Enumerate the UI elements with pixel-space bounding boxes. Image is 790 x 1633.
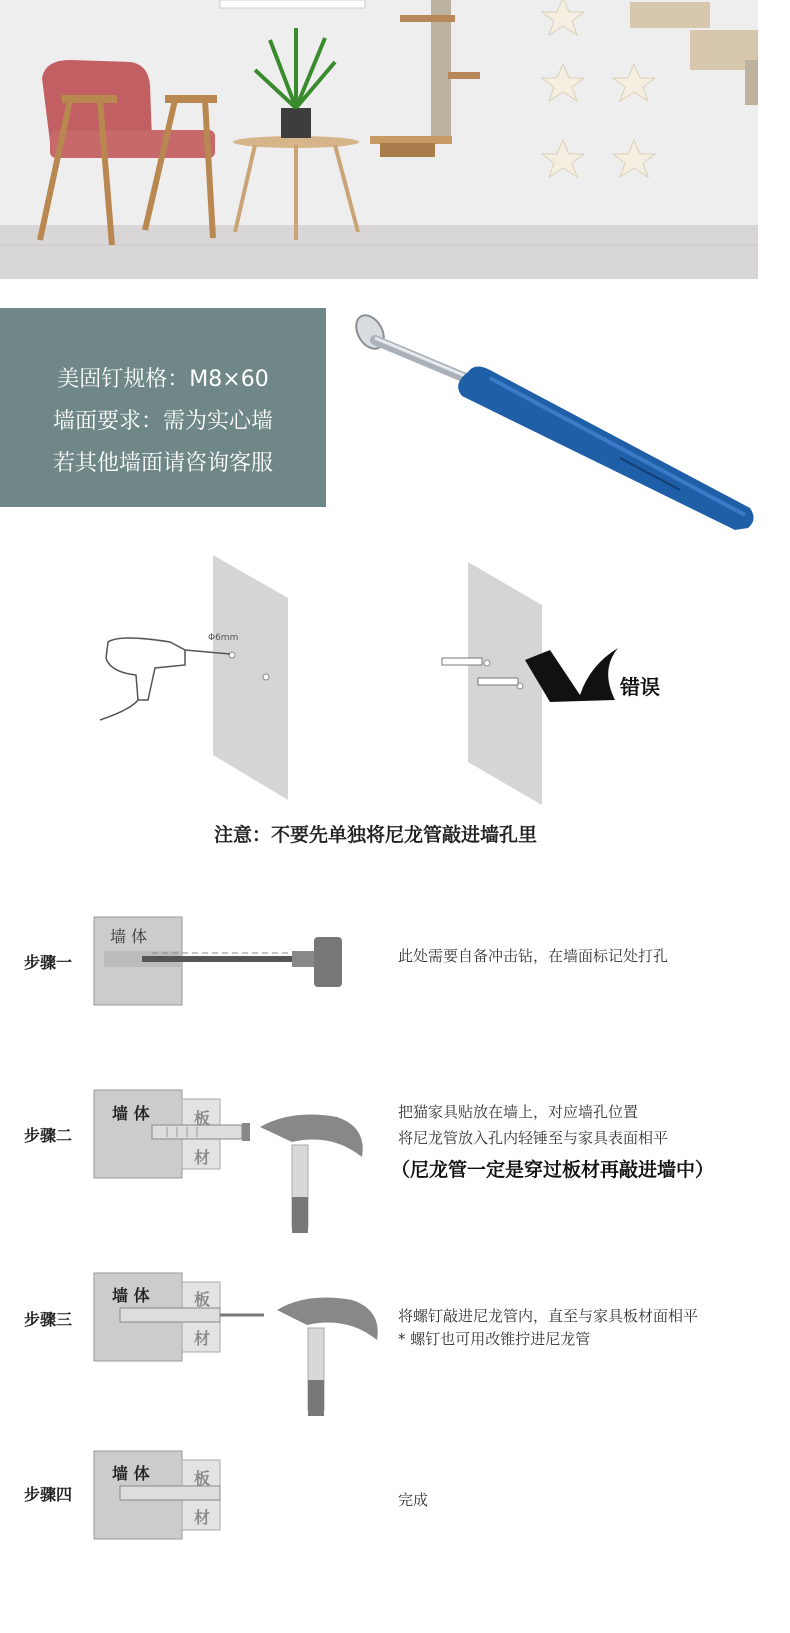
step3-text-2: * 螺钉也可用改锥拧进尼龙管: [398, 1330, 591, 1348]
step3-board-tag-top: 板: [194, 1290, 211, 1309]
drill-diagram: [80, 550, 680, 810]
drill-icon: [100, 638, 230, 720]
step2-text-1: 把猫家具贴放在墙上，对应墙孔位置: [398, 1103, 639, 1121]
step1-text: 此处需要自备冲击钻，在墙面标记处打孔: [398, 947, 669, 965]
step3-wall-tag: 墙 体: [112, 1286, 150, 1305]
step4-board-tag-bottom: 材: [194, 1508, 211, 1527]
wrong-label: 错误: [620, 675, 660, 699]
spec-line-service: 若其他墙面请咨询客服: [52, 451, 273, 476]
step4-board-tag-top: 板: [194, 1469, 211, 1488]
step2-wall-tag: 墙 体: [112, 1104, 150, 1123]
step2-text-2: 将尼龙管放入孔内轻锤至与家具表面相平: [398, 1129, 669, 1147]
anchor-product-image: [350, 310, 760, 540]
step4-wall-tag: 墙 体: [112, 1464, 150, 1483]
spec-line-wall: 墙面要求：需为实心墙: [52, 409, 273, 434]
drill-size-label: Φ6mm: [208, 633, 239, 643]
step3-board-tag-bottom: 材: [194, 1329, 211, 1348]
room-illustration: [0, 0, 758, 279]
step2-board-tag-top: 板: [194, 1109, 211, 1128]
step3-label: 步骤三: [24, 1310, 73, 1329]
wall-panel-left: [213, 555, 288, 800]
step4-text: 完成: [398, 1491, 429, 1509]
step1-label: 步骤一: [24, 953, 73, 972]
hero-photo: [0, 0, 758, 279]
spec-line-size: 美固钉规格：M8×60: [57, 367, 269, 392]
step2-label: 步骤二: [24, 1126, 73, 1145]
spec-panel: [0, 308, 326, 507]
step2-emphasis: （尼龙管一定是穿过板材再敲进墙中）: [391, 1159, 715, 1181]
step2-board-tag-bottom: 材: [194, 1148, 211, 1167]
caution-note: 注意：不要先单独将尼龙管敲进墙孔里: [214, 824, 538, 846]
step1-wall-tag: 墙 体: [110, 927, 148, 946]
step4-label: 步骤四: [24, 1485, 73, 1504]
step3-text-1: 将螺钉敲进尼龙管内，直至与家具板材面相平: [398, 1307, 699, 1325]
